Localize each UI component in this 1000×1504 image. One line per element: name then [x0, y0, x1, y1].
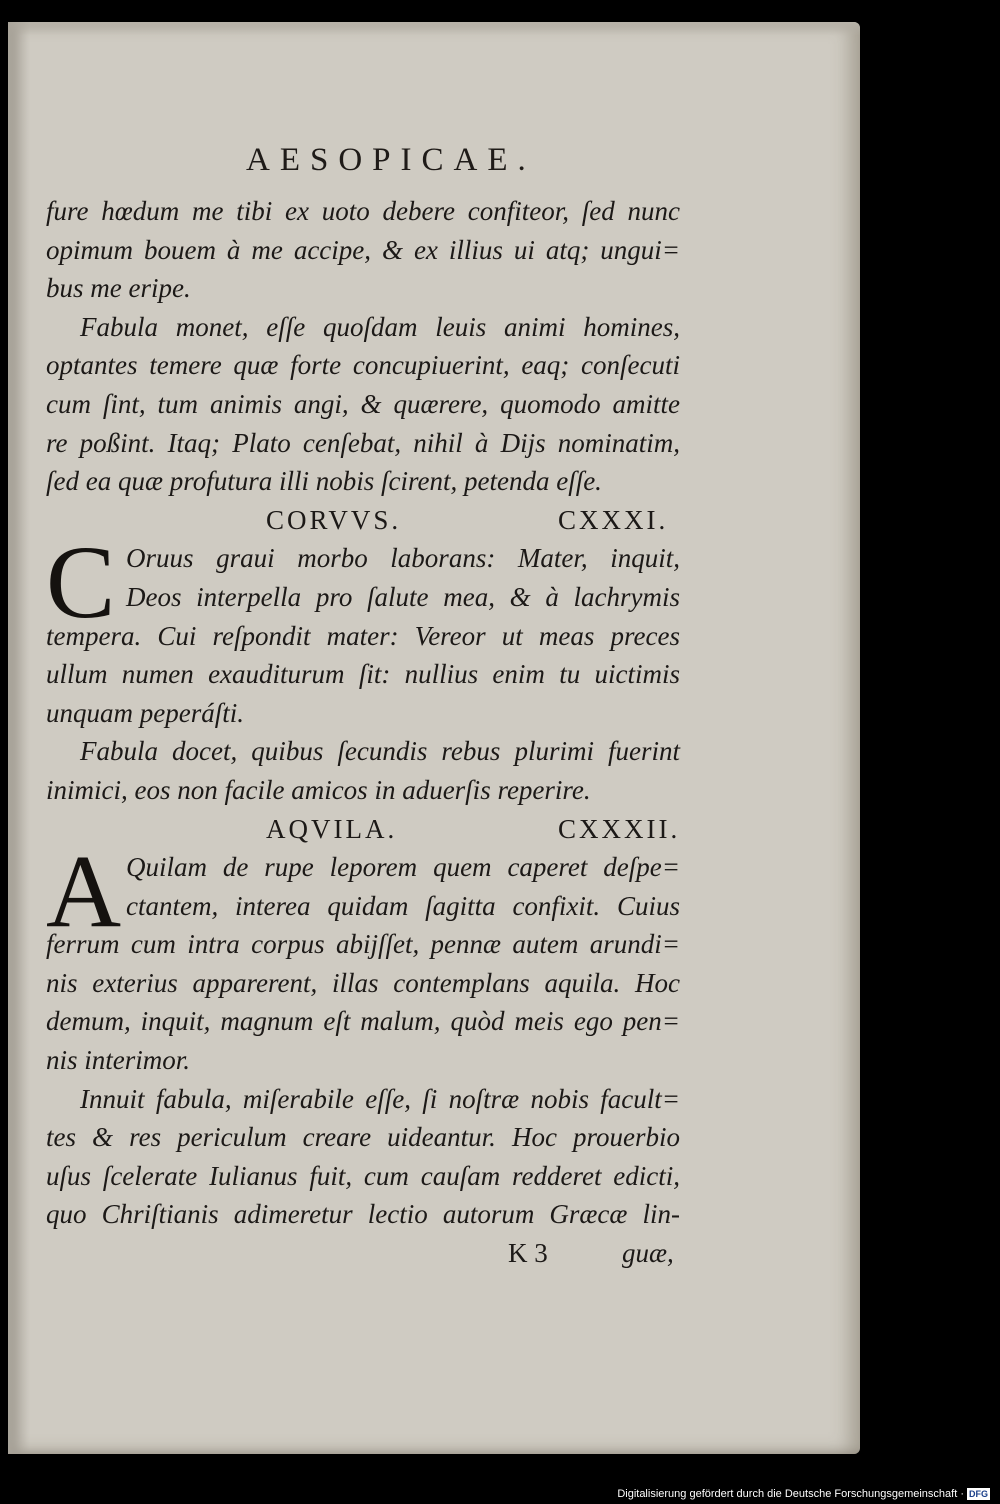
text-line: unquam peperáſti.	[46, 697, 244, 728]
text-line: Deos interpella pro ſalute mea, & à lachrymis	[126, 581, 680, 612]
fable-number: CXXXI.	[558, 504, 669, 535]
fable-title: AQVILA.	[266, 813, 398, 844]
running-head: AESOPICAE.	[246, 142, 536, 178]
book-page	[8, 22, 860, 1454]
text-line: inimici, eos non facile amicos in aduerſis reperire.	[46, 774, 591, 805]
dfg-logo: DFG	[969, 1489, 988, 1499]
text-line: Quilam de rupe leporem quem caperet deſpe=	[126, 852, 680, 883]
fable-heading-aquila	[46, 810, 680, 849]
text-line: re poßint. Itaq; Plato cenſebat, nihil à Dijs nominatim,	[46, 427, 680, 458]
fable-corvus	[46, 525, 680, 809]
text-line: bus me eripe.	[46, 273, 191, 304]
digitization-notice-text: Digitalisierung gefördert durch die Deutsche Forschungsgemeinschaft ·	[617, 1488, 964, 1500]
text-line: fure hœdum me tibi ex uoto debere confiteor, ſed nunc	[46, 196, 680, 226]
text-line: Fabula monet, eſſe quoſdam leuis animi homines,	[80, 311, 680, 342]
text-line: tempera. Cui reſpondit mater: Vereor ut meas preces	[46, 620, 680, 651]
text-line: ferrum cum intra corpus abijſſet, pennæ autem arundi=	[46, 929, 680, 960]
text-line: Oruus graui morbo laborans: Mater, inquit,	[126, 543, 680, 574]
text-line: ſed ea quæ profutura illi nobis ſcirent, petenda eſſe.	[46, 466, 602, 497]
text-line: cum ſint, tum animis angi, & quærere, quomodo amitte	[46, 388, 680, 419]
text-line: optantes temere quæ forte concupiuerint, eaq; conſecuti	[46, 350, 680, 381]
text-line: opimum bouem à me accipe, & ex illius ui atq; ungui=	[46, 234, 680, 265]
text-line: Fabula docet, quibus ſecundis rebus plurimi fuerint	[80, 736, 680, 767]
drop-cap-initial: A	[46, 834, 122, 950]
text-line: tes & res periculum creare uideantur. Hoc prouerbio	[46, 1122, 680, 1153]
text-line: quo Chriſtianis adimeretur lectio autorum Græcæ lin-	[46, 1199, 680, 1230]
text-line: uſus ſcelerate Iulianus fuit, cum cauſam redderet edicti,	[46, 1160, 680, 1191]
fable-heading-corvus	[46, 501, 680, 540]
signature-line	[46, 1234, 680, 1273]
fable-title: CORVVS.	[266, 504, 402, 535]
catchword: guæ,	[622, 1238, 674, 1269]
signature-mark: K 3	[508, 1238, 548, 1269]
page-top-edge	[8, 22, 860, 36]
fable-number: CXXXII.	[558, 813, 681, 844]
text-line: demum, inquit, magnum eſt malum, quòd meis ego pen=	[46, 1006, 680, 1037]
text-line: nis exterius apparerent, illas contemplans aquila. Hoc	[46, 967, 680, 998]
fable-aquila	[46, 834, 680, 1234]
drop-cap-initial: C	[46, 525, 116, 641]
text-line: nis interimor.	[46, 1045, 191, 1076]
text-line: ctantem, interea quidam ſagitta confixit. Cuius	[126, 890, 680, 921]
text-line: Innuit fabula, miſerabile eſſe, ſi noſtræ nobis facult=	[80, 1083, 680, 1114]
page-gutter-edge	[8, 22, 30, 1454]
text-block	[46, 192, 680, 1273]
text-line: ullum numen exauditurum ſit: nullius enim tu uictimis	[46, 659, 680, 690]
digitization-notice	[617, 1488, 990, 1500]
